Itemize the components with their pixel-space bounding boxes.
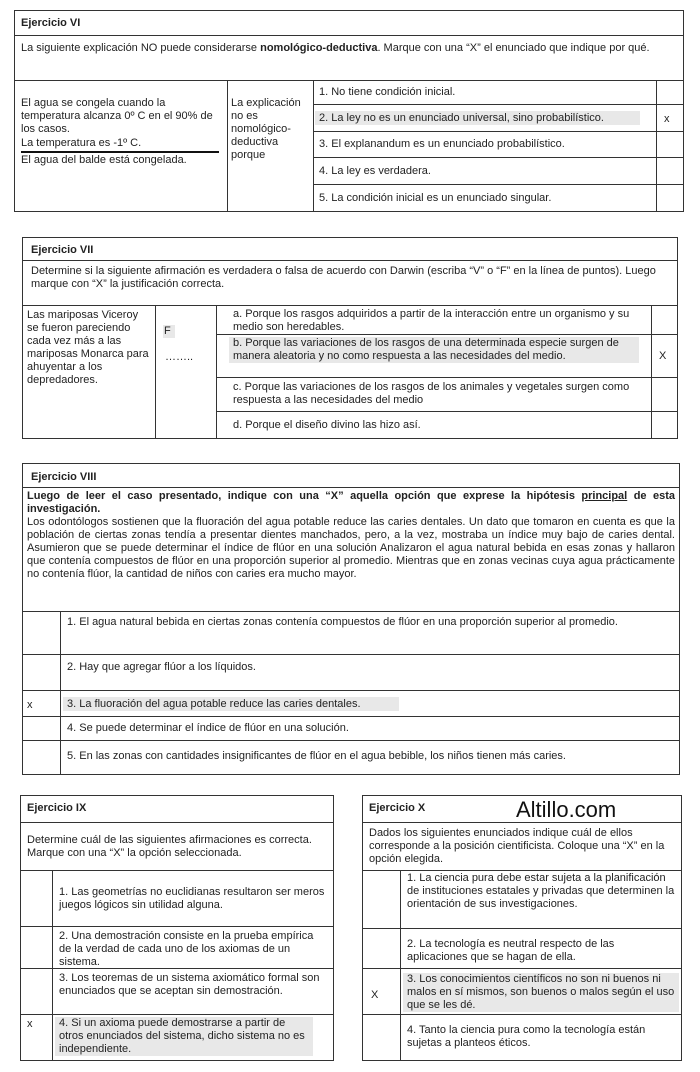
exercise-8 (22, 463, 680, 775)
ex10-option-4[interactable]: 4. Tanto la ciencia pura como la tecnología están sujetas a planteos éticos. (407, 1024, 646, 1049)
answer-dots: …….. (165, 351, 194, 363)
exercise-10-title: Ejercicio X (369, 802, 426, 814)
exercise-7-title: Ejercicio VII (31, 244, 94, 256)
deduction-line (21, 151, 219, 153)
exercise-10-instructions: Dados los siguientes enunciados indique cuál de ellos corresponde a la posición cientificista. Coloque una “X” en la opción elegida. (369, 827, 665, 865)
ex6-mark-2[interactable]: x (664, 113, 670, 125)
ex9-option-1[interactable]: 1. Las geometrías no euclidianas resultaron ser meros juegos lógicos sin utilidad alguna. (59, 886, 325, 911)
ex8-option-4[interactable]: 4. Se puede determinar el índice de flúor en una solución. (67, 722, 349, 734)
ex7-option-b[interactable]: b. Porque las variaciones de los rasgos de una determinada especie surgen de manera aleatoria y no como respuesta a las necesidades del medio. (229, 337, 639, 363)
ex7-option-d[interactable]: d. Porque el diseño divino las hizo así. (233, 419, 421, 431)
exercise-6-instructions: La siguiente explicación NO puede considerarse nomológico-deductiva. Marque con una “X” el enunciado que indique por qué. (21, 42, 650, 54)
ex10-option-3[interactable]: 3. Los conocimientos científicos no son ni buenos ni malos en sí mismos, son buenos o malos según el uso que se les dé. (403, 973, 679, 1012)
ex9-option-2[interactable]: 2. Una demostración consiste en la prueba empírica de la verdad de cada uno de los axiomas de un sistema. (59, 930, 314, 968)
exercise-10 (362, 795, 682, 1061)
exercise-9-title: Ejercicio IX (27, 802, 87, 814)
ex10-option-1[interactable]: 1. La ciencia pura debe estar sujeta a la planificación de instituciones estatales y privadas que determinen la orientación de sus investigaciones. (407, 872, 675, 910)
premise-condition: La temperatura es -1º C. (21, 137, 142, 149)
premise-law: El agua se congela cuando la temperatura alcanza 0º C en el 90% de los casos. (21, 97, 213, 135)
ex8-option-2[interactable]: 2. Hay que agregar flúor a los líquidos. (67, 661, 256, 673)
darwin-statement: Las mariposas Viceroy se fueron pareciendo cada vez más a las mariposas Monarca para ahuyentar a los depredadores. (27, 309, 149, 386)
ex9-option-4[interactable]: 4. Si un axioma puede demostrarse a partir de otros enunciados del sistema, dicho sistema no es independiente. (55, 1017, 313, 1056)
ex7-mark-b[interactable]: X (659, 350, 667, 362)
answer-vf[interactable]: F (163, 325, 175, 338)
ex6-option-4[interactable]: 4. La ley es verdadera. (319, 165, 431, 177)
ex6-option-5[interactable]: 5. La condición inicial es un enunciado singular. (319, 192, 552, 204)
ex8-mark-3[interactable]: x (27, 699, 33, 711)
exercise-8-title: Ejercicio VIII (31, 471, 97, 483)
exercise-7-instructions: Determine si la siguiente afirmación es verdadera o falsa de acuerdo con Darwin (escriba “V” o “F” en la línea de puntos). Luego marque con “X” la justificación correcta. (31, 265, 656, 290)
exercise-9 (20, 795, 334, 1061)
ex8-option-1[interactable]: 1. El agua natural bebida en ciertas zonas contenía compuestos de flúor en una proporción superior al promedio. (67, 616, 618, 628)
ex9-option-3[interactable]: 3. Los teoremas de un sistema axiomático formal son enunciados que se aceptan sin demostración. (59, 972, 320, 997)
ex7-option-c[interactable]: c. Porque las variaciones de los rasgos de los animales y vegetales surgen como respuesta a las necesidades del medio (233, 381, 630, 406)
ex8-option-5[interactable]: 5. En las zonas con cantidades insignificantes de flúor en el agua bebible, los niños tienen más caries. (67, 750, 566, 762)
exercise-9-instructions: Determine cuál de las siguientes afirmaciones es correcta. Marque con una “X” la opción seleccionada. (27, 834, 312, 859)
case-paragraph: Los odontólogos sostienen que la fluoración del agua potable reduce las caries dentales. Un dato que tomaron en cuenta es que la población de ciertas zonas tendía a presentar dientes manchados, pero, a la vez, mostraba un índice muy bajo de caries dental. Asumieron que se puede determinar el índice de flúor en una solución Analizaron el agua natural bebida en esas zonas y hallaron que contenía compuestos de flúor en una proporción superior al promedio. Mientras que en zonas vecinas cuya agua prácticamente no contenía flúor, la cantidad de niños con caries era mucho mayor. (27, 516, 675, 580)
ex8-option-3[interactable]: 3. La fluoración del agua potable reduce las caries dentales. (63, 697, 399, 711)
exercise-8-instructions: Luego de leer el caso presentado, indique con una “X” aquella opción que exprese la hipótesis principal de esta investigación. (27, 490, 675, 515)
ex7-option-a[interactable]: a. Porque los rasgos adquiridos a partir de la interacción entre un organismo y su medio son heredables. (233, 308, 630, 333)
ex10-mark-3[interactable]: X (371, 989, 379, 1001)
ex9-mark-4[interactable]: x (27, 1018, 33, 1030)
ex10-option-2[interactable]: 2. La tecnología es neutral respecto de las aplicaciones que se hagan de ella. (407, 938, 615, 963)
conclusion: El agua del balde está congelada. (21, 154, 187, 166)
ex6-option-1[interactable]: 1. No tiene condición inicial. (319, 86, 456, 98)
ex6-option-3[interactable]: 3. El explanandum es un enunciado probabilístico. (319, 138, 565, 150)
exercise-7 (22, 237, 678, 439)
exercise-6 (14, 10, 684, 212)
exercise-6-title: Ejercicio VI (21, 17, 81, 29)
ex6-option-2[interactable]: 2. La ley no es un enunciado universal, sino probabilístico. (315, 111, 640, 125)
explanation-label: La explicación no es nomológico-deductiva porque (231, 97, 301, 161)
watermark: Altillo.com (516, 797, 617, 822)
